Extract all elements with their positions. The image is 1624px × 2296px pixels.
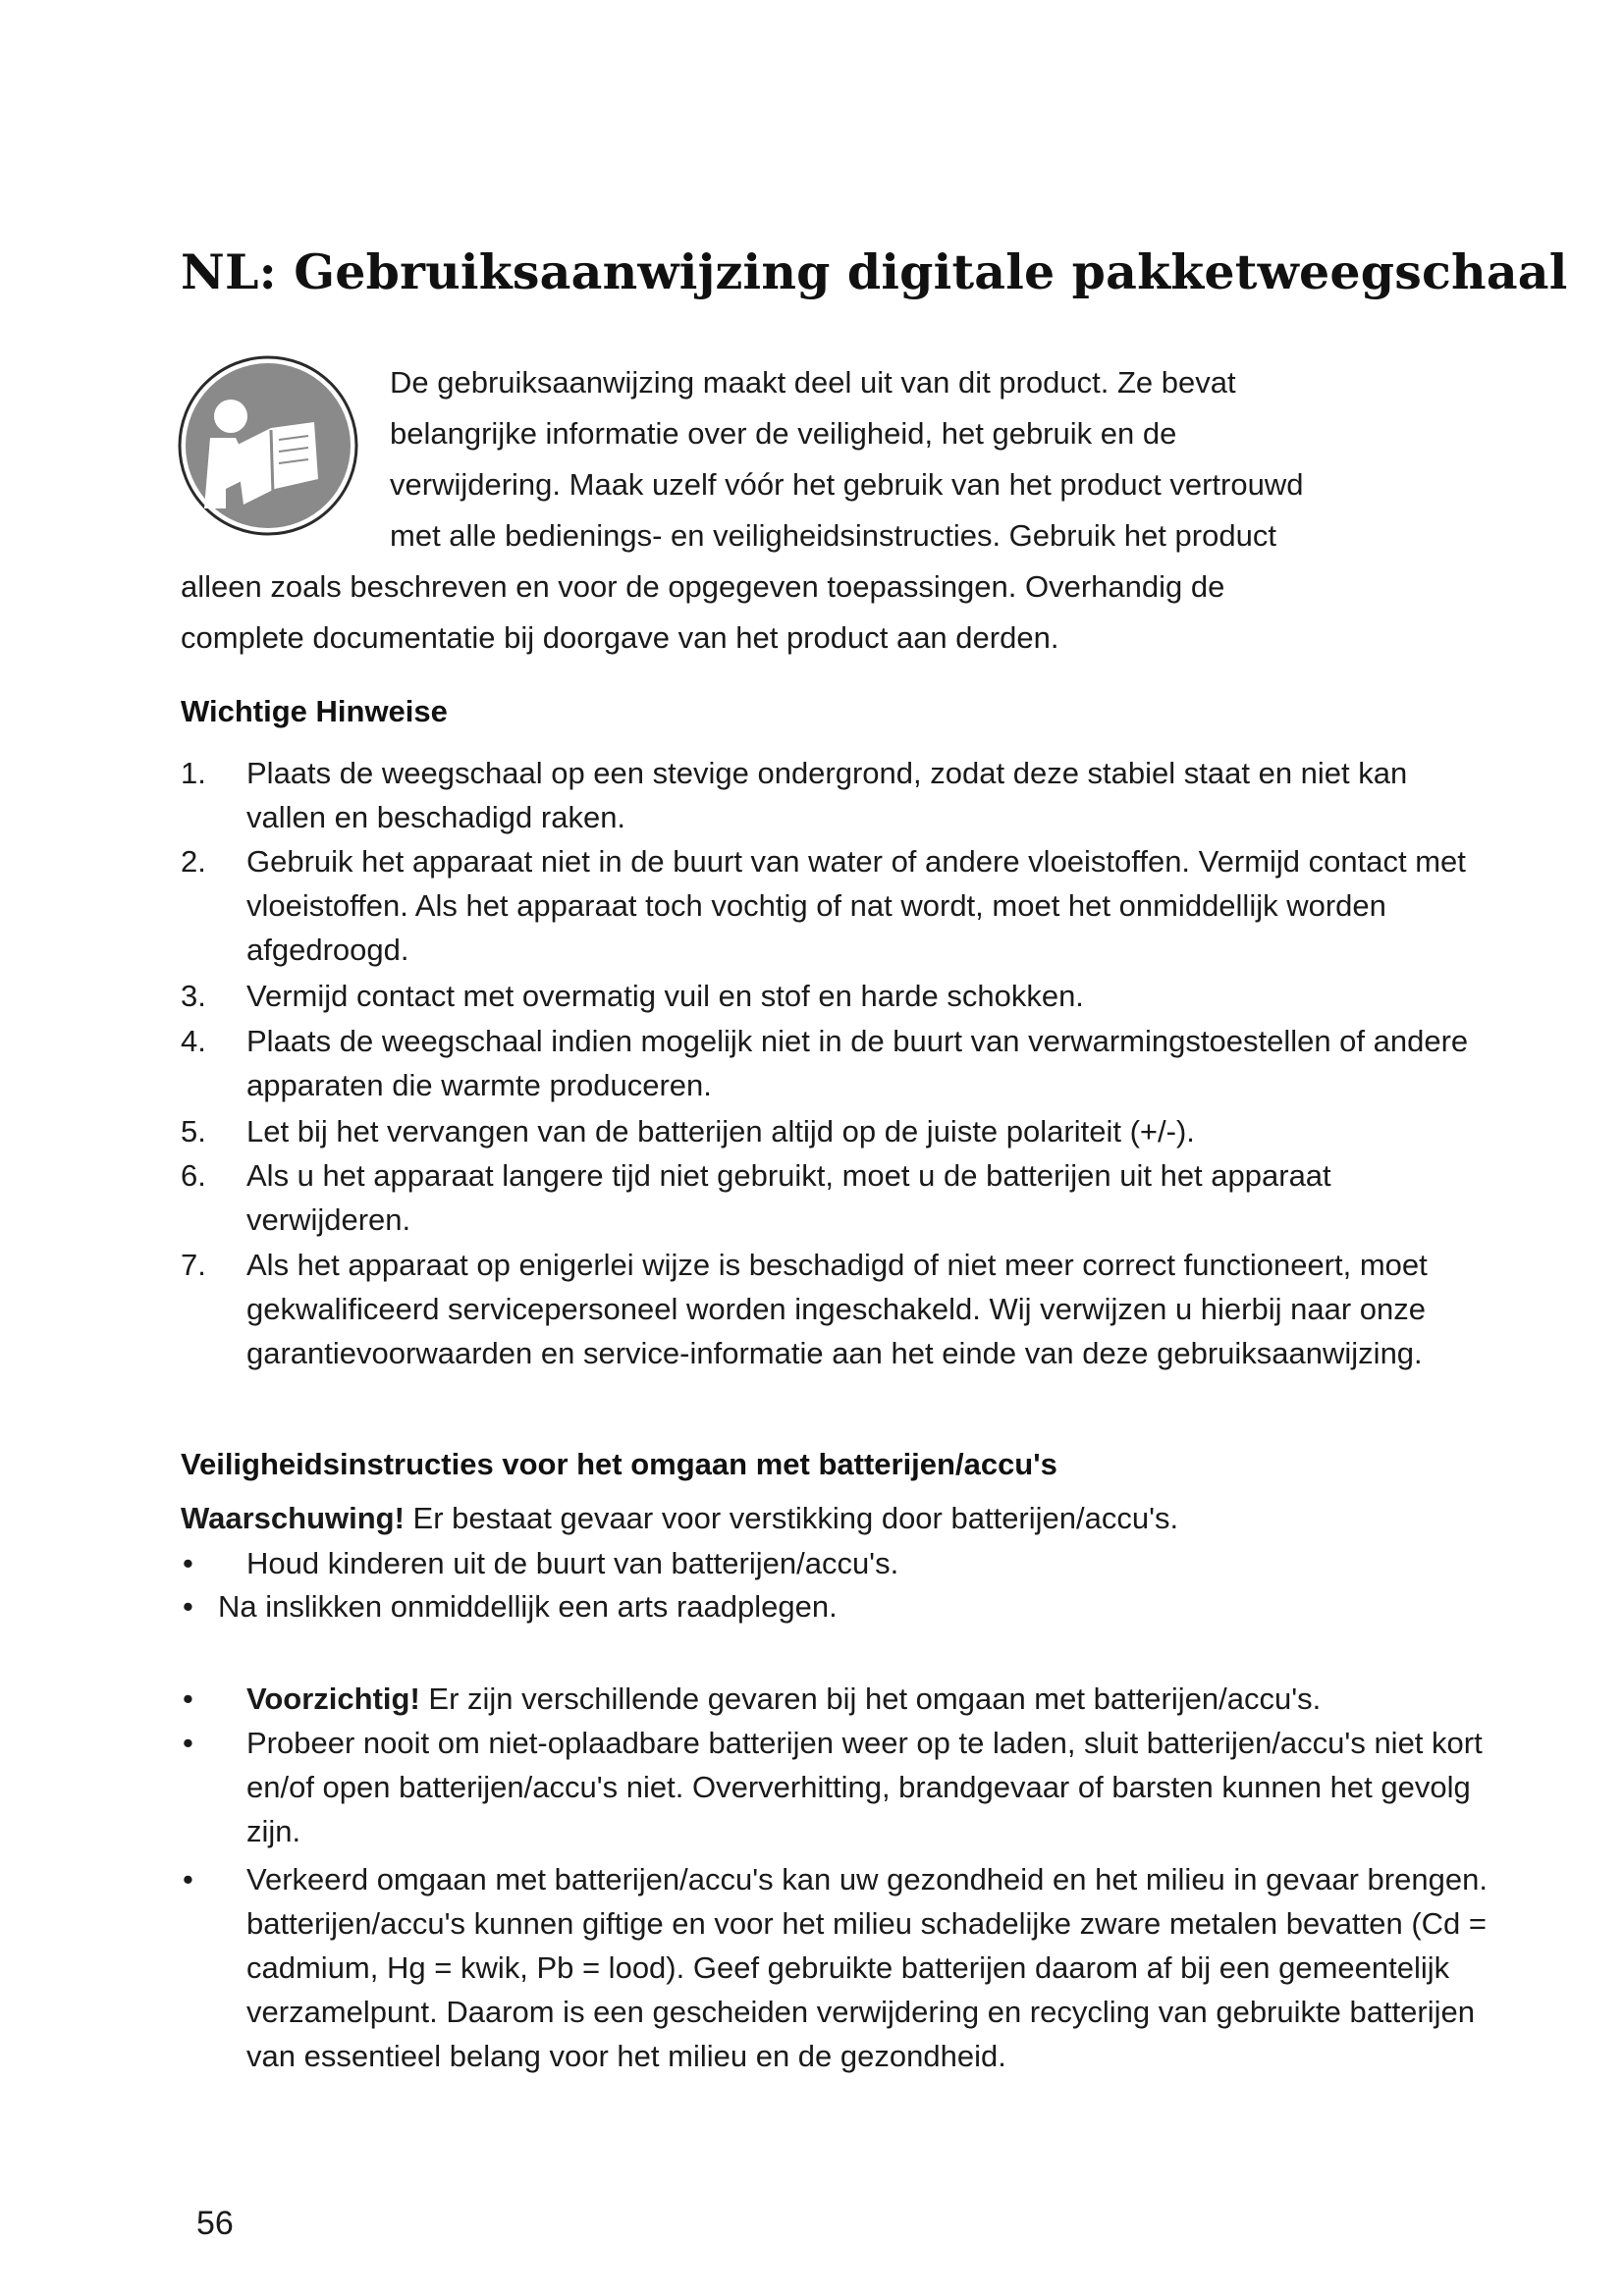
list-number: 6.	[181, 1158, 206, 1193]
list-item: Als het apparaat op enigerlei wijze is beschadigd of niet meer correct functioneert, moet gekwalificeerd servicepersoneel worden ingeschakeld. Wij verwijzen u hierbij naar onze garantievoorwaarden en service-informatie aan het einde van deze gebruiksaanwijzing.	[246, 1248, 1428, 1370]
bullet-item: Probeer nooit om niet-oplaadbare batterijen weer op te laden, sluit batterijen/accu's niet kort en/of open batterijen/accu's niet. Oververhitting, brandgevaar of barsten kunnen het gevolg zijn.	[246, 1726, 1483, 1848]
bullet-item: Na inslikken onmiddellijk een arts raadplegen.	[218, 1589, 838, 1624]
intro-line-4: met alle bedienings- en veiligheidsinstructies. Gebruik het product	[390, 518, 1276, 553]
bullet-icon: •	[183, 1589, 193, 1624]
list-number: 5.	[181, 1114, 206, 1148]
bullet-icon: •	[183, 1726, 193, 1760]
section-heading-batteries: Veiligheidsinstructies voor het omgaan met batterijen/accu's	[181, 1447, 1057, 1481]
list-number: 2.	[181, 844, 206, 879]
bullet-item: Houd kinderen uit de buurt van batterijen/accu's.	[246, 1546, 899, 1580]
read-manual-icon	[177, 355, 359, 536]
list-number: 7.	[181, 1248, 206, 1282]
warning-line	[181, 1496, 1178, 1540]
bullet-icon: •	[183, 1682, 193, 1716]
intro-line-1: De gebruiksaanwijzing maakt deel uit van dit product. Ze bevat	[390, 365, 1236, 400]
caution-line	[246, 1677, 1498, 1721]
bullet-icon: •	[183, 1862, 193, 1896]
list-number: 1.	[181, 756, 206, 790]
list-item: Plaats de weegschaal op een stevige ondergrond, zodat deze stabiel staat en niet kan vallen en beschadigd raken.	[246, 756, 1408, 834]
caution-label: Voorzichtig!	[246, 1682, 420, 1716]
warning-label: Waarschuwing!	[181, 1501, 405, 1535]
section-heading-important: Wichtige Hinweise	[181, 694, 448, 728]
intro-line-6: complete documentatie bij doorgave van het product aan derden.	[181, 620, 1059, 655]
warning-text: Er bestaat gevaar voor verstikking door batterijen/accu's.	[404, 1501, 1179, 1535]
intro-line-5: alleen zoals beschreven en voor de opgegeven toepassingen. Overhandig de	[181, 569, 1225, 604]
page-title: NL: Gebruiksaanwijzing digitale pakketweegschaal	[181, 243, 1568, 300]
caution-text: Er zijn verschillende gevaren bij het omgaan met batterijen/accu's.	[419, 1682, 1322, 1716]
list-number: 3.	[181, 979, 206, 1013]
page-number: 56	[196, 2205, 234, 2242]
list-number: 4.	[181, 1024, 206, 1058]
list-item: Gebruik het apparaat niet in de buurt van water of andere vloeistoffen. Vermijd contact met vloeistoffen. Als het apparaat toch vochtig of nat wordt, moet het onmiddellijk worden afgedroogd.	[246, 844, 1466, 967]
list-item: Let bij het vervangen van de batterijen altijd op de juiste polariteit (+/-).	[246, 1114, 1195, 1148]
list-item: Plaats de weegschaal indien mogelijk niet in de buurt van verwarmingstoestellen of andere apparaten die warmte produceren.	[246, 1024, 1469, 1102]
list-item: Vermijd contact met overmatig vuil en stof en harde schokken.	[246, 979, 1084, 1013]
bullet-item: Verkeerd omgaan met batterijen/accu's kan uw gezondheid en het milieu in gevaar brengen. batterijen/accu's kunnen giftige en voor het milieu schadelijke zware metalen bevatten (Cd = cadmium, Hg = kwik, Pb = lood). Geef gebruikte batterijen daarom af bij een gemeentelijk verzamelpunt. Daarom is een gescheiden verwijdering en recycling van gebruikte batterijen van essentieel belang voor het milieu en de gezondheid.	[246, 1862, 1488, 2073]
bullet-icon: •	[183, 1546, 193, 1580]
intro-line-3: verwijdering. Maak uzelf vóór het gebruik van het product vertrouwd	[390, 467, 1304, 502]
list-item: Als u het apparaat langere tijd niet gebruikt, moet u de batterijen uit het apparaat verwijderen.	[246, 1158, 1331, 1237]
intro-line-2: belangrijke informatie over de veiligheid, het gebruik en de	[390, 416, 1177, 451]
